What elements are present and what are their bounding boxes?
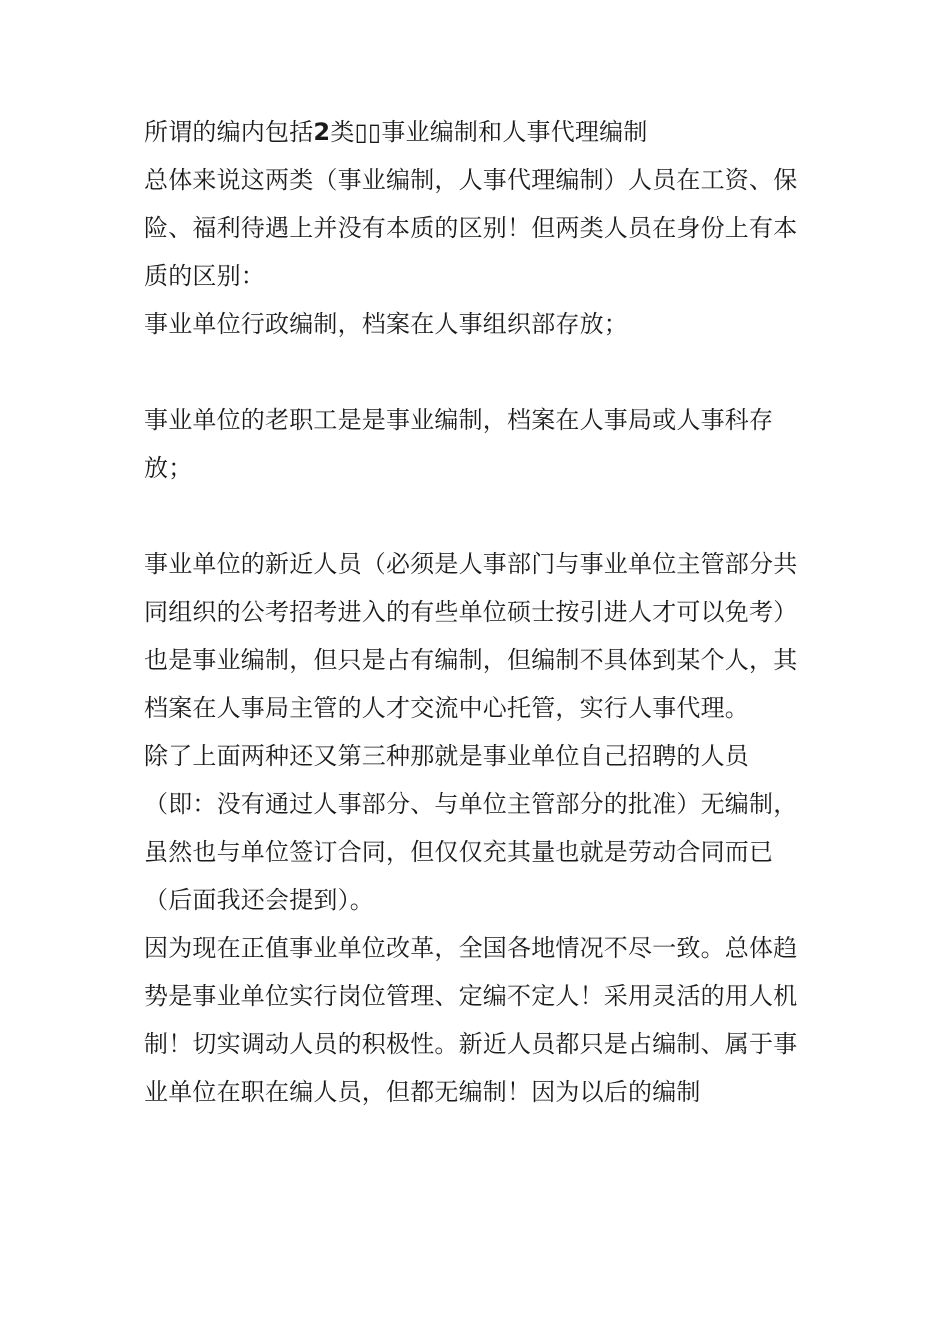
- intro-line: [144, 108, 814, 156]
- intro-suffix: 类▯▯事业编制和人事代理编制: [330, 118, 648, 146]
- paragraph-admin-staffing: 事业单位行政编制，档案在人事组织部存放；: [144, 310, 628, 338]
- paragraph-new-staff: 事业单位的新近人员（必须是人事部门与事业单位主管部分共同组织的公考招考进入的有些单位硕士按引进人才可以免考）也是事业编制，但只是占有编制，但编制不具体到某个人，其档案在人事局主管的人才交流中心托管，实行人事代理。: [144, 550, 798, 722]
- intro-count: 2: [313, 118, 331, 146]
- paragraph-third-type: 除了上面两种还又第三种那就是事业单位自己招聘的人员（即：没有通过人事部分、与单位主管部分的批准）无编制，虽然也与单位签订合同，但仅仅充其量也就是劳动合同而已（后面我还会提到）。: [144, 742, 798, 914]
- paragraph-reform: 因为现在正值事业单位改革，全国各地情况不尽一致。总体趋势是事业单位实行岗位管理、定编不定人！采用灵活的用人机制！切实调动人员的积极性。新近人员都只是占编制、属于事业单位在职在编人员，但都无编制！因为以后的编制: [144, 934, 798, 1106]
- blank-line: [144, 348, 814, 396]
- paragraph-old-staff: 事业单位的老职工是是事业编制，档案在人事局或人事科存放；: [144, 406, 774, 482]
- intro-prefix: 所谓的编内包括: [144, 118, 314, 146]
- blank-line: [144, 492, 814, 540]
- document-body: [144, 108, 814, 1116]
- paragraph-overview: 总体来说这两类（事业编制，人事代理编制）人员在工资、保险、福利待遇上并没有本质的区别！但两类人员在身份上有本质的区别：: [144, 166, 798, 290]
